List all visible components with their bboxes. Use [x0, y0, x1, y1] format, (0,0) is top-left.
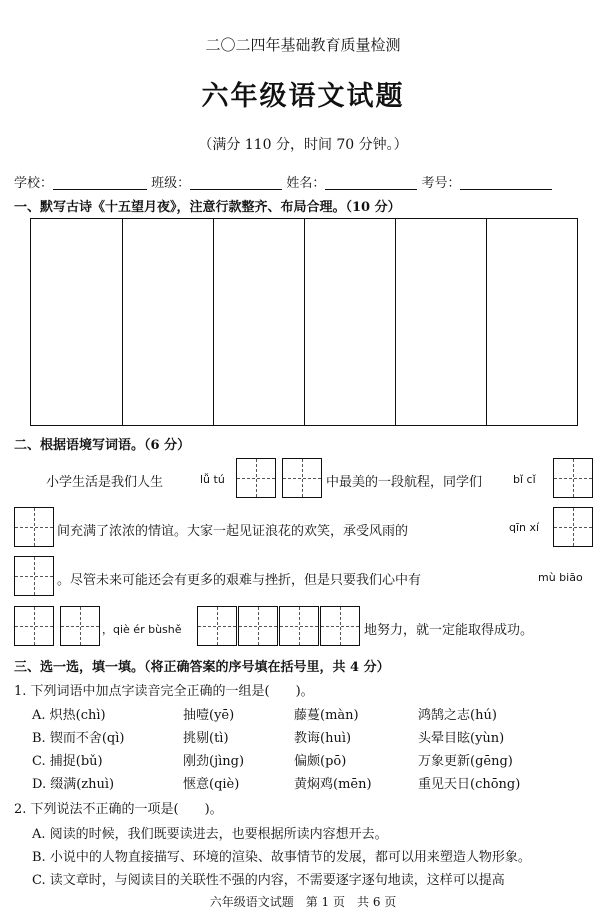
s2-pinyin: lǚ tú	[200, 473, 225, 486]
grid-divider	[395, 219, 396, 425]
page-title: 六年级语文试题	[201, 81, 405, 112]
name-label: 姓名：	[286, 176, 326, 191]
q1-option-cell: 鸿鹄之志(hú)	[418, 708, 497, 723]
q1-option-cell: 挑剔(tì)	[183, 731, 229, 746]
s2-text: 小学生活是我们人生	[46, 475, 164, 490]
s2-text: 中最美的一段航程，同学们	[326, 475, 483, 490]
tianzige-box[interactable]	[14, 556, 54, 596]
school-label: 学校：	[14, 176, 54, 191]
grid-divider	[304, 219, 305, 425]
exam-subtitle: 二〇二四年基础教育质量检测	[205, 36, 401, 54]
student-info-line	[14, 172, 552, 191]
tianzige-box[interactable]	[60, 606, 100, 646]
score-note: （满分 110 分，时间 70 分钟。）	[198, 137, 408, 153]
s2-text: 地努力，就一定能取得成功。	[364, 623, 534, 638]
tianzige-box[interactable]	[279, 606, 319, 646]
tianzige-box[interactable]	[238, 606, 278, 646]
question-1: 1. 下列词语中加点字读音完全正确的一组是( )。	[14, 684, 314, 699]
name-field[interactable]	[325, 175, 417, 190]
q2-option-b: B. 小说中的人物直接描写、环境的渲染、故事情节的发展，都可以用来塑造人物形象。	[32, 850, 531, 865]
q1-option-cell: 万象更新(gēng)	[418, 754, 513, 769]
q1-option-cell: 头晕目眩(yùn)	[418, 731, 505, 746]
q1-option-cell: 教诲(huì)	[294, 731, 352, 746]
tianzige-box[interactable]	[320, 606, 360, 646]
q1-option-cell: B. 锲而不舍(qì)	[32, 731, 125, 746]
q1-option-cell: C. 捕捉(bǔ)	[32, 754, 103, 769]
grid-divider	[486, 219, 487, 425]
school-field[interactable]	[53, 175, 147, 190]
class-label: 班级：	[151, 176, 191, 191]
q1-option-cell: 重见天日(chōng)	[418, 777, 521, 792]
section-3-heading: 三、选一选，填一填。（将正确答案的序号填在括号里，共 4 分）	[14, 660, 390, 675]
class-field[interactable]	[190, 175, 282, 190]
q1-option-cell: 藤蔓(màn)	[294, 708, 359, 723]
section-1-heading: 一、默写古诗《十五望月夜》，注意行款整齐、布局合理。（10 分）	[14, 200, 401, 215]
tianzige-box[interactable]	[282, 458, 322, 498]
q1-option-cell: 刚劲(jìng)	[183, 754, 245, 769]
question-2: 2. 下列说法不正确的一项是( )。	[14, 802, 223, 817]
q2-option-c: C. 读文章时，与阅读目的关联性不强的内容，不需要逐字逐句地读，这样可以提高	[32, 873, 505, 888]
q1-option-cell: 惬意(qiè)	[183, 777, 240, 792]
grid-divider	[213, 219, 214, 425]
q1-option-cell: 抽噎(yē)	[183, 708, 235, 723]
tianzige-box[interactable]	[553, 458, 593, 498]
tianzige-box[interactable]	[14, 507, 54, 547]
q2-option-a: A. 阅读的时候，我们既要读进去，也要根据所读内容想开去。	[32, 827, 388, 842]
tianzige-box[interactable]	[197, 606, 237, 646]
grid-divider	[122, 219, 123, 425]
poem-writing-grid[interactable]	[30, 218, 578, 426]
s2-text: 间充满了浓浓的情谊。大家一起见证浪花的欢笑，承受风雨的	[57, 524, 409, 539]
section-2-heading: 二、根据语境写词语。（6 分）	[14, 438, 191, 453]
tianzige-box[interactable]	[236, 458, 276, 498]
exam-no-field[interactable]	[460, 175, 552, 190]
q1-option-cell: 偏颇(pō)	[294, 754, 347, 769]
q1-option-cell: D. 缀满(zhuì)	[32, 777, 115, 792]
page-footer: 六年级语文试题 第 1 页 共 6 页	[209, 895, 397, 909]
exam-no-label: 考号：	[421, 176, 461, 191]
tianzige-box[interactable]	[553, 507, 593, 547]
q1-option-cell: 黄焖鸡(mēn)	[294, 777, 372, 792]
s2-text: 。尽管未来可能还会有更多的艰难与挫折，但是只要我们心中有	[57, 573, 422, 588]
q1-option-cell: A. 炽热(chì)	[32, 708, 106, 723]
tianzige-box[interactable]	[14, 606, 54, 646]
s2-pinyin: mù biāo	[538, 571, 583, 584]
s2-pinyin: ，qiè ér bùshě	[102, 623, 182, 636]
s2-pinyin: qīn xí	[509, 521, 540, 534]
s2-pinyin: bǐ cǐ	[513, 473, 536, 486]
